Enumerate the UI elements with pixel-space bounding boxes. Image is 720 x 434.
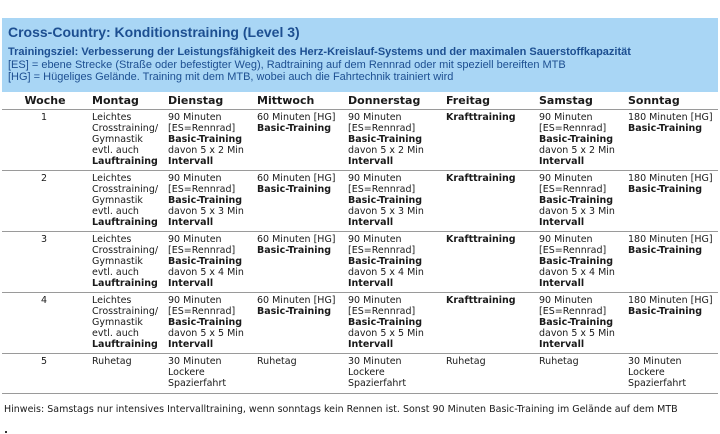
column-header-thursday: Donnerstag (344, 92, 442, 110)
cell-line: Krafttraining (446, 112, 516, 123)
cell-line: evtl. auch (92, 267, 139, 278)
cell-line: 60 Minuten [HG] (257, 173, 336, 184)
cell-line: Intervall (348, 339, 394, 350)
cell-line: davon 5 x 5 Min (539, 328, 615, 339)
footer-note: Hinweis: Samstags nur intensives Intervalltraining, wenn sonntags kein Rennen ist. Sonst 90 Minuten Basic-Training im Gelände auf dem MTB (4, 404, 678, 415)
cell-line: Gymnastik (92, 195, 143, 206)
cell-line: 90 Minuten (348, 234, 402, 245)
column-header-tuesday: Dienstag (164, 92, 253, 110)
cell-wednesday (253, 110, 344, 171)
cell-line: [ES=Rennrad] (348, 306, 416, 317)
cell-sunday (624, 293, 718, 354)
cell-line: [ES=Rennrad] (168, 245, 236, 256)
cell-line: evtl. auch (92, 328, 139, 339)
cell-tuesday (164, 293, 253, 354)
cell-line: Leichtes (92, 234, 132, 245)
cell-line: Lauftraining (92, 156, 158, 167)
cell-line: Basic-Training (168, 256, 243, 267)
cell-line: Basic-Training (539, 134, 614, 145)
column-header-friday: Freitag (442, 92, 535, 110)
cell-line: Basic-Training (257, 123, 332, 134)
cell-line: Krafttraining (446, 173, 516, 184)
cell-line: 30 Minuten (348, 356, 402, 367)
cell-line: [ES=Rennrad] (539, 306, 607, 317)
table-row (2, 293, 718, 354)
cell-line: Basic-Training (348, 134, 423, 145)
cell-line: 60 Minuten [HG] (257, 234, 336, 245)
cell-sunday (624, 110, 718, 171)
cell-line: Spazierfahrt (348, 378, 407, 389)
cell-monday (88, 354, 164, 394)
cell-line: Intervall (539, 278, 585, 289)
cell-line: Crosstraining/ (92, 184, 159, 195)
cell-line: Ruhetag (446, 356, 486, 367)
cell-line: 90 Minuten (348, 295, 402, 306)
cell-line: 90 Minuten (168, 112, 222, 123)
cell-thursday (344, 232, 442, 293)
cell-line: Intervall (168, 156, 214, 167)
cell-line: [ES=Rennrad] (348, 184, 416, 195)
cell-line: 60 Minuten [HG] (257, 295, 336, 306)
cell-line: 180 Minuten [HG] (628, 295, 713, 306)
cell-tuesday (164, 110, 253, 171)
header-row (2, 92, 718, 110)
cell-line: Basic-Training (628, 245, 703, 256)
cell-line: Leichtes (92, 112, 132, 123)
cell-line: Ruhetag (92, 356, 132, 367)
cell-line: [ES=Rennrad] (539, 245, 607, 256)
cell-line: Crosstraining/ (92, 123, 159, 134)
cell-line: 180 Minuten [HG] (628, 173, 713, 184)
cell-line: Lauftraining (92, 278, 158, 289)
cell-line: davon 5 x 5 Min (348, 328, 424, 339)
training-goal: Trainingsziel: Verbesserung der Leistungsfähigkeit des Herz-Kreislauf-Systems und der maximalen Sauerstoffkapazität (8, 46, 631, 58)
cell-line: [ES=Rennrad] (348, 123, 416, 134)
cell-line: Lauftraining (92, 339, 158, 350)
cell-saturday (535, 232, 624, 293)
cell-line: 90 Minuten (348, 112, 402, 123)
cell-line: Krafttraining (446, 234, 516, 245)
cell-line: Intervall (539, 339, 585, 350)
cell-saturday (535, 354, 624, 394)
cell-line: Lauftraining (92, 217, 158, 228)
cell-line: davon 5 x 4 Min (539, 267, 615, 278)
cell-line: 90 Minuten (539, 234, 593, 245)
cell-line: Basic-Training (348, 317, 423, 328)
cell-line: davon 5 x 3 Min (348, 206, 424, 217)
cell-line: Leichtes (92, 173, 132, 184)
cell-line: Intervall (348, 217, 394, 228)
cell-line: Intervall (348, 156, 394, 167)
cell-line: davon 5 x 4 Min (168, 267, 244, 278)
cell-saturday (535, 110, 624, 171)
cell-line: Gymnastik (92, 317, 143, 328)
cell-line: Basic-Training (539, 256, 614, 267)
cell-thursday (344, 171, 442, 232)
cell-line: [ES=Rennrad] (168, 306, 236, 317)
cell-line: 180 Minuten [HG] (628, 234, 713, 245)
cell-friday (442, 354, 535, 394)
cell-line: Basic-Training (628, 184, 703, 195)
week-number: 2 (2, 171, 88, 232)
cell-line: [ES=Rennrad] (348, 245, 416, 256)
cell-line: Basic-Training (168, 134, 243, 145)
cell-sunday (624, 232, 718, 293)
cell-monday (88, 232, 164, 293)
training-plan-table (2, 92, 718, 394)
cell-line: Crosstraining/ (92, 306, 159, 317)
cell-line: Ruhetag (257, 356, 297, 367)
cell-wednesday (253, 293, 344, 354)
cell-line: Gymnastik (92, 134, 143, 145)
cell-line: [ES=Rennrad] (168, 184, 236, 195)
column-header-week: Woche (2, 92, 88, 110)
cell-friday (442, 171, 535, 232)
legend-es: [ES] = ebene Strecke (Straße oder befestigter Weg), Radtraining auf dem Rennrad oder mit speziell bereiften MTB (8, 59, 566, 71)
cell-line: evtl. auch (92, 145, 139, 156)
cell-monday (88, 110, 164, 171)
cell-saturday (535, 293, 624, 354)
cell-line: davon 5 x 2 Min (168, 145, 244, 156)
cell-line: Krafttraining (446, 295, 516, 306)
cell-thursday (344, 110, 442, 171)
cell-line: Basic-Training (257, 184, 332, 195)
cell-friday (442, 293, 535, 354)
cell-line: davon 5 x 2 Min (539, 145, 615, 156)
cell-line: Basic-Training (628, 306, 703, 317)
cell-line: davon 5 x 3 Min (539, 206, 615, 217)
column-header-saturday: Samstag (535, 92, 624, 110)
cell-line: Basic-Training (168, 195, 243, 206)
cell-line: Intervall (168, 278, 214, 289)
cell-saturday (535, 171, 624, 232)
cell-tuesday (164, 354, 253, 394)
cell-line: evtl. auch (92, 206, 139, 217)
cell-line: Basic-Training (257, 306, 332, 317)
cell-line: Basic-Training (257, 245, 332, 256)
cell-line: 90 Minuten (168, 173, 222, 184)
cell-friday (442, 110, 535, 171)
cell-line: Basic-Training (628, 123, 703, 134)
cell-line: Intervall (539, 156, 585, 167)
column-header-monday: Montag (88, 92, 164, 110)
cell-line: Intervall (539, 217, 585, 228)
week-number: 1 (2, 110, 88, 171)
cell-line: Lockere (348, 367, 385, 378)
week-number: 4 (2, 293, 88, 354)
cell-line: 30 Minuten (628, 356, 682, 367)
cell-line: Gymnastik (92, 256, 143, 267)
week-number: 5 (2, 354, 88, 394)
plan-header (2, 18, 718, 92)
cell-line: Leichtes (92, 295, 132, 306)
cell-line: 90 Minuten (168, 295, 222, 306)
table-row (2, 354, 718, 394)
legend-hg: [HG] = Hügeliges Gelände. Training mit dem MTB, wobei auch die Fahrtechnik trainiert wird (8, 71, 454, 83)
cell-line: Basic-Training (539, 317, 614, 328)
cell-line: Basic-Training (348, 256, 423, 267)
column-header-wednesday: Mittwoch (253, 92, 344, 110)
table-row (2, 171, 718, 232)
cell-line: Lockere (628, 367, 665, 378)
cell-line: Intervall (348, 278, 394, 289)
cell-line: 90 Minuten (348, 173, 402, 184)
cell-line: Basic-Training (348, 195, 423, 206)
cell-tuesday (164, 171, 253, 232)
cell-line: 90 Minuten (168, 234, 222, 245)
cell-line: Crosstraining/ (92, 245, 159, 256)
cell-line: 60 Minuten [HG] (257, 112, 336, 123)
cell-line: davon 5 x 4 Min (348, 267, 424, 278)
cell-line: Intervall (168, 339, 214, 350)
cell-line: [ES=Rennrad] (168, 123, 236, 134)
cell-monday (88, 293, 164, 354)
cell-line: 90 Minuten (539, 112, 593, 123)
cell-wednesday (253, 232, 344, 293)
cell-line: Ruhetag (539, 356, 579, 367)
table-row (2, 110, 718, 171)
column-header-sunday: Sonntag (624, 92, 718, 110)
week-number: 3 (2, 232, 88, 293)
bullet-mark (5, 431, 7, 433)
cell-thursday (344, 293, 442, 354)
cell-line: 180 Minuten [HG] (628, 112, 713, 123)
cell-monday (88, 171, 164, 232)
cell-line: davon 5 x 5 Min (168, 328, 244, 339)
cell-line: davon 5 x 3 Min (168, 206, 244, 217)
cell-wednesday (253, 354, 344, 394)
cell-line: Basic-Training (168, 317, 243, 328)
cell-line: [ES=Rennrad] (539, 123, 607, 134)
cell-tuesday (164, 232, 253, 293)
cell-line: [ES=Rennrad] (539, 184, 607, 195)
cell-sunday (624, 171, 718, 232)
cell-line: Lockere (168, 367, 205, 378)
plan-title: Cross-Country: Konditionstraining (Level 3) (8, 24, 300, 40)
cell-line: 30 Minuten (168, 356, 222, 367)
cell-sunday (624, 354, 718, 394)
cell-thursday (344, 354, 442, 394)
cell-line: 90 Minuten (539, 295, 593, 306)
cell-line: davon 5 x 2 Min (348, 145, 424, 156)
cell-line: Spazierfahrt (628, 378, 687, 389)
cell-line: 90 Minuten (539, 173, 593, 184)
table-row (2, 232, 718, 293)
cell-line: Spazierfahrt (168, 378, 227, 389)
cell-friday (442, 232, 535, 293)
cell-line: Basic-Training (539, 195, 614, 206)
cell-wednesday (253, 171, 344, 232)
cell-line: Intervall (168, 217, 214, 228)
